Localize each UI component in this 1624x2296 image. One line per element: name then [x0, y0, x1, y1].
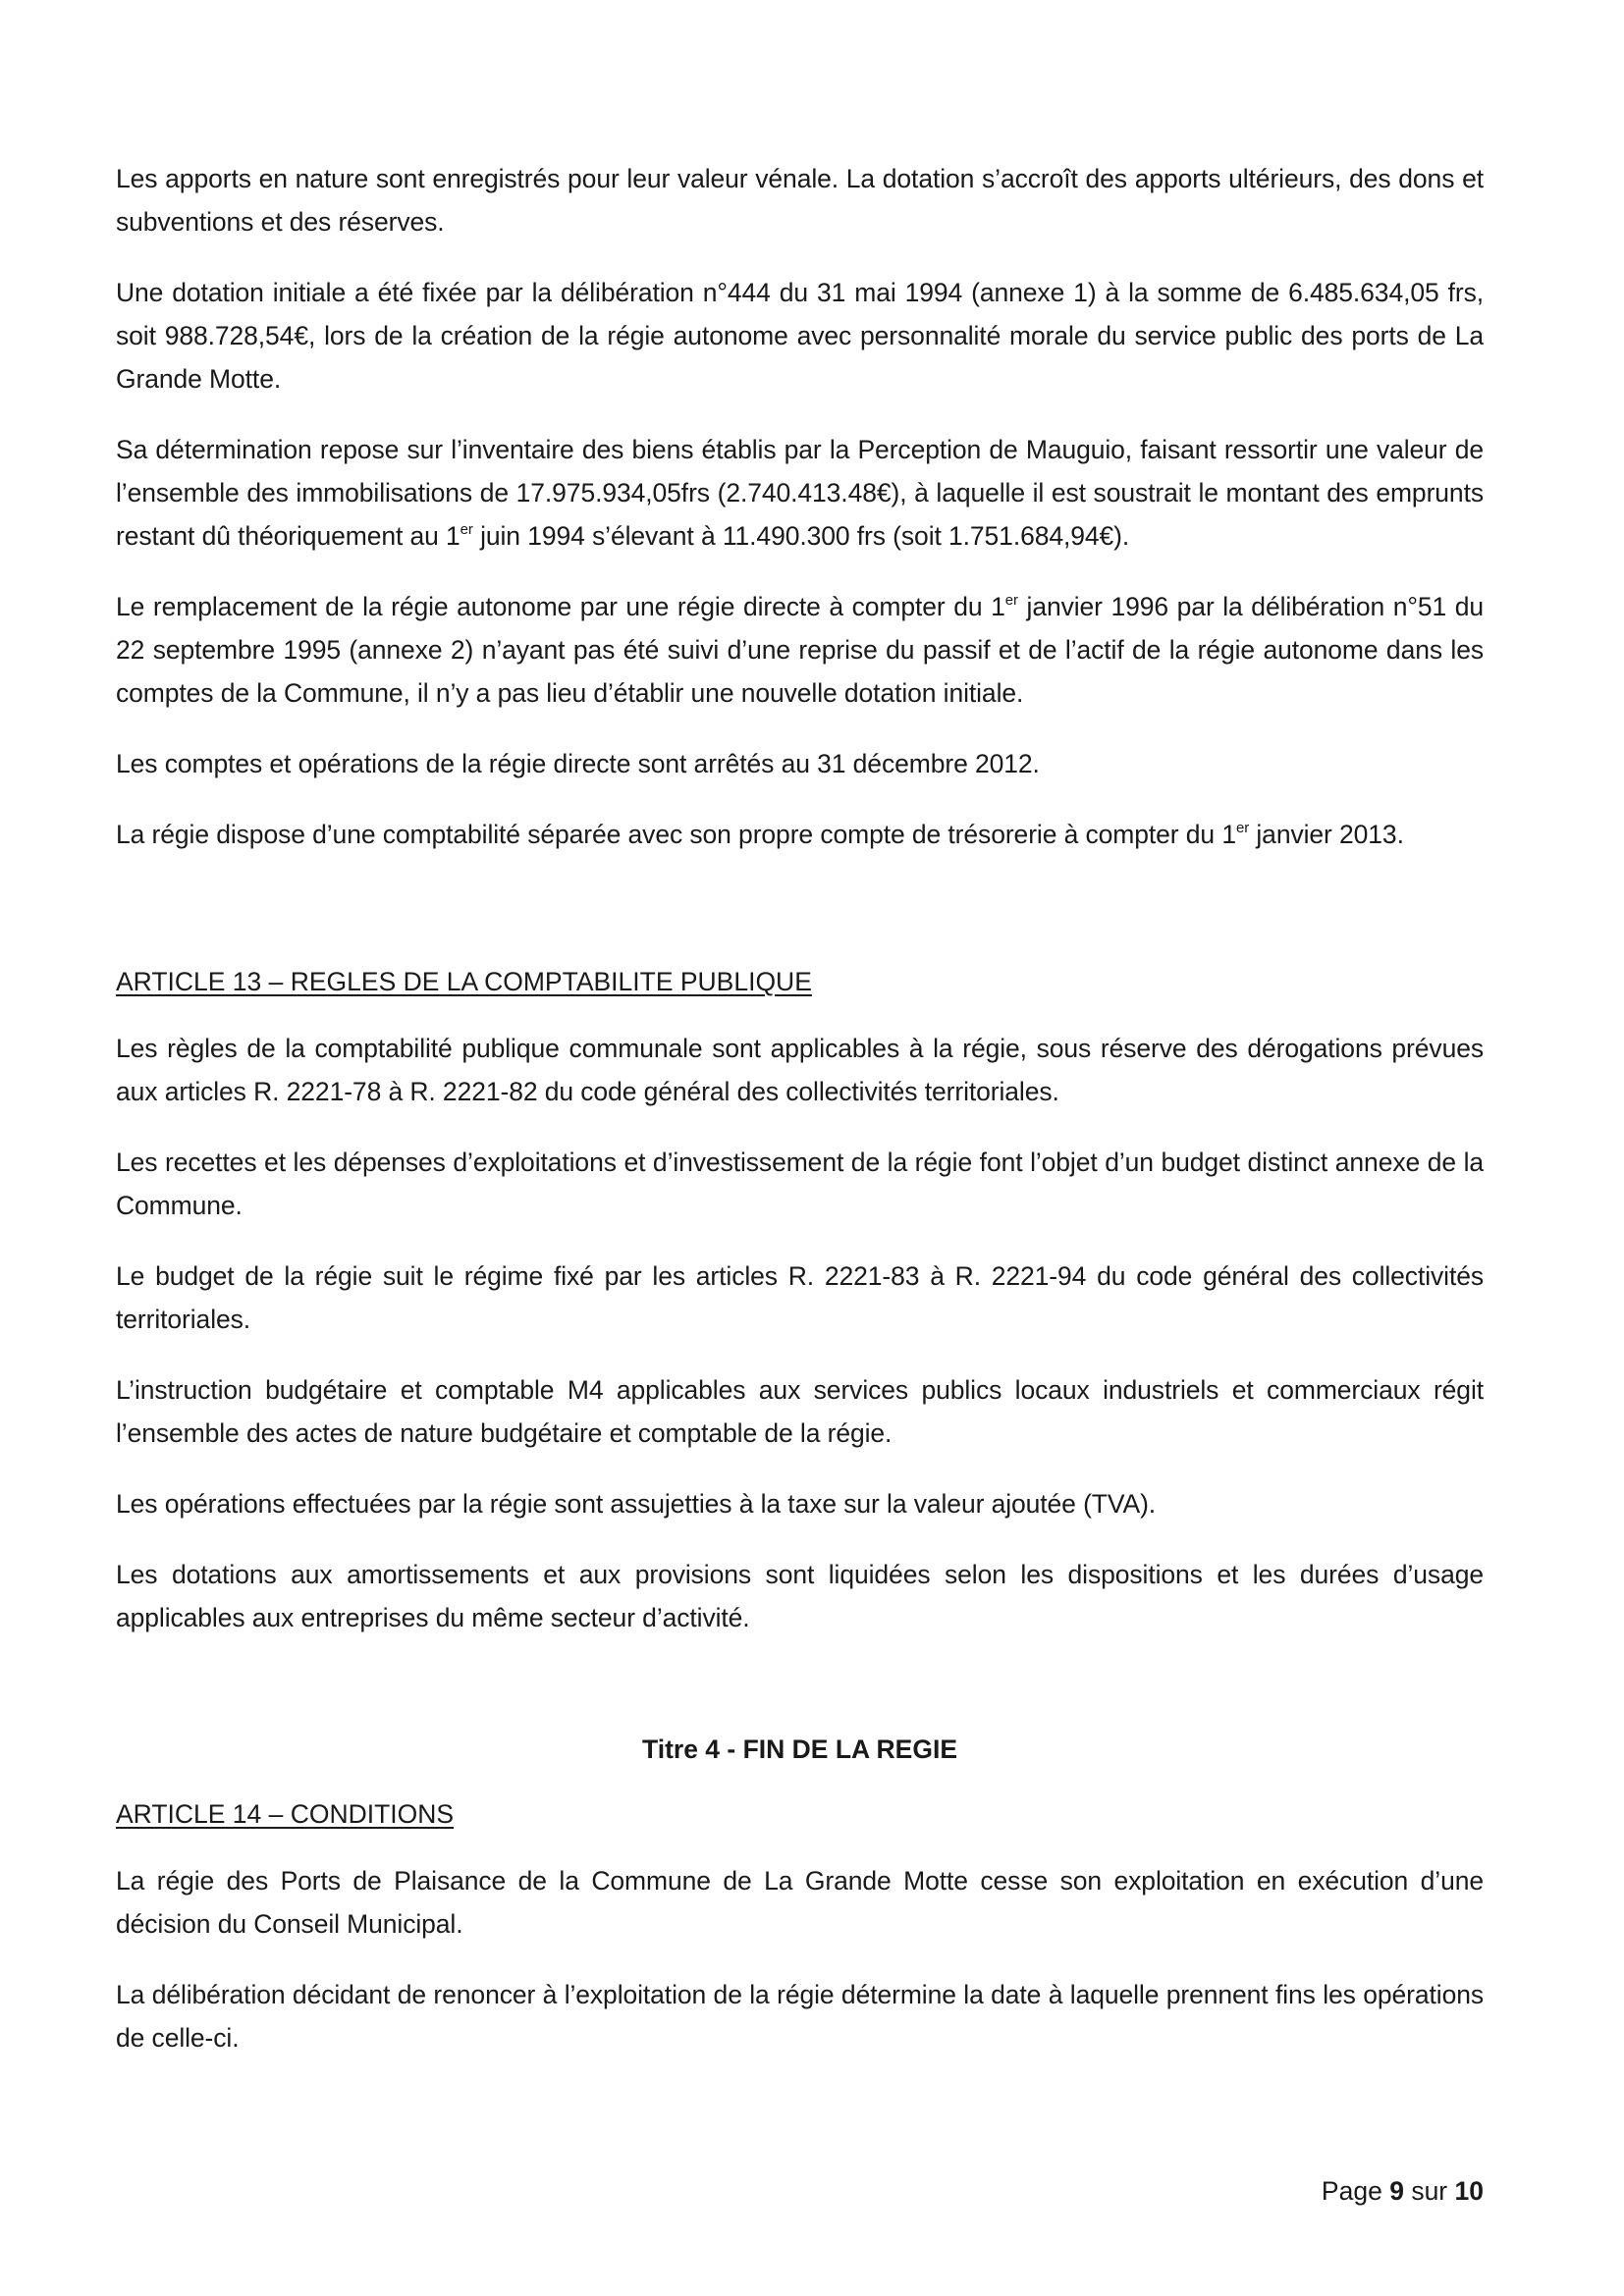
text-segment: La régie dispose d’une comptabilité séparée avec son propre compte de trésorerie à compter du 1 [116, 820, 1236, 849]
total-pages-number: 10 [1454, 2176, 1484, 2206]
article-13-paragraph: Les opérations effectuées par la régie sont assujetties à la taxe sur la valeur ajoutée (TVA). [116, 1489, 1157, 1519]
text-segment: janvier 1996 par la délibération n°51 du 22 septembre 1995 (annexe 2) n’ayant pas été suivi d’une reprise du passif et de l’actif de la régie autonome dans les comptes de la Commune, il n’y a pas lieu d’établir une nouvelle dotation initiale. [116, 592, 1485, 708]
paragraph-determination [116, 428, 1484, 558]
paragraph-comptes-arretes: Les comptes et opérations de la régie directe sont arrêtés au 31 décembre 2012. [116, 749, 1040, 778]
article-13-paragraph: Les règles de la comptabilité publique communale sont applicables à la régie, sous réserve des dérogations prévues aux articles R. 2221-78 à R. 2221-82 du code général des collectivités territoriales. [116, 1034, 1484, 1106]
paragraph-apports: Les apports en nature sont enregistrés pour leur valeur vénale. La dotation s’accroît des apports ultérieurs, des dons et subventions et des réserves. [116, 164, 1484, 237]
paragraph-comptabilite-separee [116, 813, 1484, 856]
article-13-paragraph: L’instruction budgétaire et comptable M4 applicables aux services publics locaux industriels et commerciaux régit l’ensemble des actes de nature budgétaire et comptable de la régie. [116, 1375, 1484, 1448]
titre-4-heading: Titre 4 - FIN DE LA REGIE [642, 1735, 957, 1764]
paragraph-remplacement [116, 585, 1484, 715]
article-13-paragraph: Les dotations aux amortissements et aux provisions sont liquidées selon les dispositions et les durées d’usage applicables aux entreprises du même secteur d’activité. [116, 1560, 1484, 1632]
current-page-number: 9 [1389, 2176, 1404, 2206]
text-segment: Le remplacement de la régie autonome par une régie directe à compter du 1 [116, 592, 1005, 621]
article-14-paragraph: La délibération décidant de renoncer à l’exploitation de la régie détermine la date à laquelle prennent fins les opérations de celle-ci. [116, 1980, 1484, 2053]
page-separator: sur [1411, 2176, 1448, 2206]
text-segment: janvier 2013. [1249, 820, 1404, 849]
text-segment: juin 1994 s’élevant à 11.490.300 frs (soit 1.751.684,94€). [472, 521, 1130, 551]
page-label: Page [1321, 2176, 1382, 2206]
superscript: er [460, 521, 473, 538]
article-14-heading: ARTICLE 14 – CONDITIONS [116, 1799, 455, 1829]
superscript: er [1235, 820, 1250, 836]
article-14-paragraph: La régie des Ports de Plaisance de la Commune de La Grande Motte cesse son exploitation en exécution d’une décision du Conseil Municipal. [116, 1866, 1484, 1939]
paragraph-dotation-initiale: Une dotation initiale a été fixée par la délibération n°444 du 31 mai 1994 (annexe 1) à la somme de 6.485.634,05 frs, soit 988.728,54€, lors de la création de la régie autonome avec personnalité morale du service public des ports de La Grande Motte. [116, 278, 1484, 394]
document-page [116, 157, 1484, 2087]
article-13-paragraph: Les recettes et les dépenses d’exploitations et d’investissement de la régie font l’objet d’un budget distinct annexe de la Commune. [116, 1148, 1484, 1220]
text-segment: Sa détermination repose sur l’inventaire des biens établis par la Perception de Mauguio, faisant ressortir une valeur de l’ensemble des immobilisations de 17.975.934,05frs (2.740.413.48€), à laquelle il est soustrait le montant des emprunts restant dû théoriquement au 1 [116, 435, 1484, 551]
article-13-heading: ARTICLE 13 – REGLES DE LA COMPTABILITE PUBLIQUE [116, 967, 812, 996]
page-number-footer [1322, 2171, 1484, 2211]
article-13-paragraph: Le budget de la régie suit le régime fixé par les articles R. 2221-83 à R. 2221-94 du code général des collectivités territoriales. [116, 1261, 1484, 1334]
superscript: er [1004, 592, 1018, 609]
